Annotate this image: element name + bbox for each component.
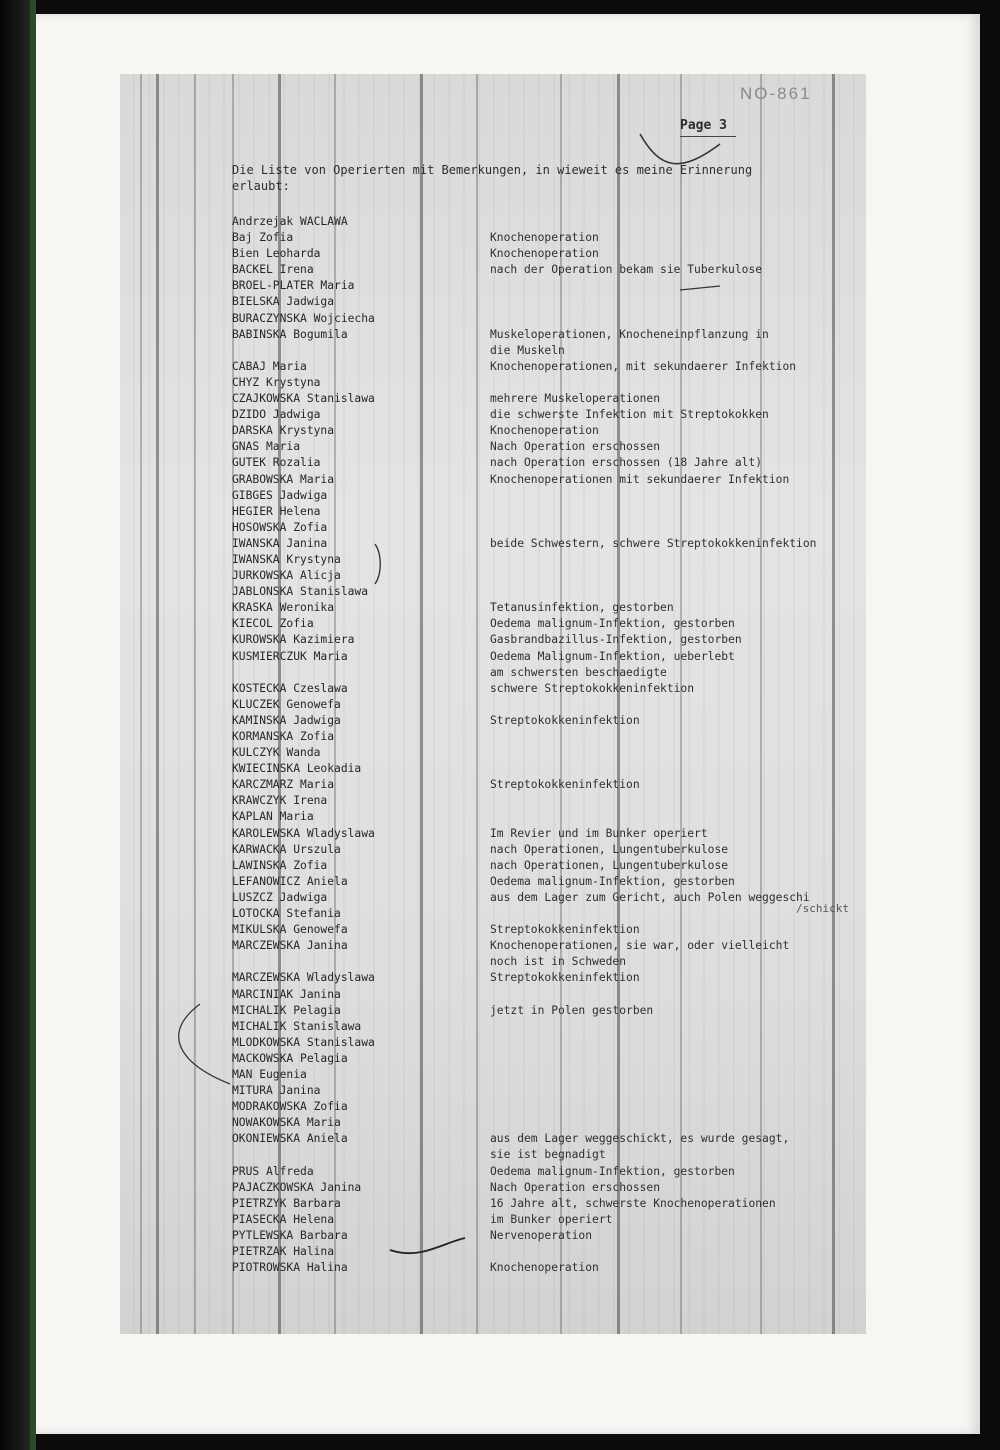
- pen-stroke: [179, 1004, 230, 1084]
- patient-name: BIELSKA Jadwiga: [232, 295, 335, 309]
- list-item: [232, 246, 866, 262]
- list-item: [232, 214, 866, 230]
- patient-name: GRABOWSKA Maria: [232, 472, 335, 486]
- patient-name: GUTEK Rozalia: [232, 456, 321, 470]
- list-item: [232, 552, 866, 568]
- remark: Knochenoperation: [490, 247, 599, 261]
- remark: nach Operationen, Lungentuberkulose: [490, 858, 729, 872]
- patient-name: OKONIEWSKA Aniela: [232, 1132, 348, 1146]
- list-item: [232, 665, 866, 681]
- list-item: [232, 311, 866, 327]
- patient-name: MODRAKOWSKA Zofia: [232, 1100, 348, 1114]
- list-item: [232, 1019, 866, 1035]
- patient-name: KAPLAN Maria: [232, 810, 314, 824]
- list-item: [232, 1244, 866, 1260]
- remark: aus dem Lager zum Gericht, auch Polen weggeschi: [490, 890, 810, 904]
- list-item: [232, 1051, 866, 1067]
- list-item: [232, 761, 866, 777]
- list-item: [232, 858, 866, 874]
- patient-name: KARWACKA Urszula: [232, 842, 341, 856]
- remark: Nach Operation erschossen: [490, 1180, 661, 1194]
- remark: Knochenoperationen, mit sekundaerer Infektion: [490, 359, 797, 373]
- patient-name: Baj Zofia: [232, 231, 294, 245]
- list-item: [232, 488, 866, 504]
- list-item: [232, 600, 866, 616]
- list-item: [232, 439, 866, 455]
- list-item: [232, 359, 866, 375]
- patient-name: GNAS Maria: [232, 440, 301, 454]
- patient-name: KOSTECKA Czeslawa: [232, 681, 348, 695]
- list-item: [232, 713, 866, 729]
- remark: Nervenoperation: [490, 1228, 593, 1242]
- page-label: Page 3: [680, 118, 727, 133]
- remark: jetzt in Polen gestorben: [490, 1003, 654, 1017]
- remark: Knochenoperation: [490, 1261, 599, 1275]
- list-item: [232, 1196, 866, 1212]
- patient-name: PYTLEWSKA Barbara: [232, 1228, 348, 1242]
- patient-name: BACKEL Irena: [232, 263, 314, 277]
- patient-name: MARCZEWSKA Wladyslawa: [232, 971, 375, 985]
- patient-name: PIOTROWSKA Halina: [232, 1261, 348, 1275]
- patient-name: HOSOWSKA Zofia: [232, 520, 328, 534]
- patient-name: MAN Eugenia: [232, 1067, 307, 1081]
- patient-name: HEGIER Helena: [232, 504, 321, 518]
- list-item: [232, 278, 866, 294]
- patient-name: JURKOWSKA Alicja: [232, 569, 341, 583]
- remark: beide Schwestern, schwere Streptokokkeninfektion: [490, 536, 817, 550]
- patient-name: NOWAKOWSKA Maria: [232, 1116, 341, 1130]
- patient-name: LOTOCKA Stefania: [232, 907, 341, 921]
- patient-name: PIASECKA Helena: [232, 1212, 335, 1226]
- patient-name: DZIDO Jadwiga: [232, 408, 321, 422]
- patient-name: KRAWCZYK Irena: [232, 794, 328, 808]
- patient-name: Bien Leoharda: [232, 247, 321, 261]
- patient-name: LUSZCZ Jadwiga: [232, 890, 328, 904]
- list-item: [232, 777, 866, 793]
- list-item: [232, 793, 866, 809]
- list-item: [232, 1083, 866, 1099]
- list-item: [232, 938, 866, 954]
- patient-name: KUSMIERCZUK Maria: [232, 649, 348, 663]
- patient-name: KARCZMARZ Maria: [232, 778, 335, 792]
- list-item: [232, 472, 866, 488]
- list-item: [232, 1180, 866, 1196]
- remark: Im Revier und im Bunker operiert: [490, 826, 708, 840]
- list-item: [232, 632, 866, 648]
- patient-name: LAWINSKA Zofia: [232, 858, 328, 872]
- remark: 16 Jahre alt, schwerste Knochenoperationen: [490, 1196, 776, 1210]
- list-item: [232, 343, 866, 359]
- list-item: [232, 584, 866, 600]
- patient-name: KLUCZEK Genowefa: [232, 697, 341, 711]
- reference-number: NO-861: [740, 84, 812, 103]
- list-item: [232, 1035, 866, 1051]
- list-item: [232, 230, 866, 246]
- list-item: [232, 504, 866, 520]
- patient-name: MACKOWSKA Pelagia: [232, 1051, 348, 1065]
- list-item: [232, 1228, 866, 1244]
- patient-name: DARSKA Krystyna: [232, 424, 335, 438]
- remark: Muskeloperationen, Knocheneinpflanzung in: [490, 327, 769, 341]
- scan-streak: [194, 74, 196, 1334]
- remark: Oedema malignum-Infektion, gestorben: [490, 617, 735, 631]
- patient-name: KUROWSKA Kazimiera: [232, 633, 355, 647]
- remark: Oedema malignum-Infektion, gestorben: [490, 1164, 735, 1178]
- remark: Streptokokkeninfektion: [490, 778, 640, 792]
- list-item: [232, 745, 866, 761]
- margin-note: /schickt: [796, 902, 849, 915]
- remark: Streptokokkeninfektion: [490, 971, 640, 985]
- list-item: [232, 1147, 866, 1163]
- remark: nach Operationen, Lungentuberkulose: [490, 842, 729, 856]
- list-item: [232, 809, 866, 825]
- list-item: [232, 294, 866, 310]
- remark: Oedema Malignum-Infektion, ueberlebt: [490, 649, 735, 663]
- list-item: [232, 826, 866, 842]
- remark: Knochenoperation: [490, 424, 599, 438]
- remark: sie ist begnadigt: [490, 1148, 606, 1162]
- patient-name: JABLONSKA Stanislawa: [232, 585, 369, 599]
- remark: aus dem Lager weggeschickt, es wurde gesagt,: [490, 1132, 790, 1146]
- remark: Knochenoperationen, sie war, oder vielleicht: [490, 939, 790, 953]
- remark: Tetanusinfektion, gestorben: [490, 601, 674, 615]
- patient-name: MICHALIK Stanislawa: [232, 1019, 362, 1033]
- patient-name: Andrzejak WACLAWA: [232, 215, 348, 228]
- list-item: [232, 697, 866, 713]
- remark: die Muskeln: [490, 343, 565, 357]
- patient-name: GIBGES Jadwiga: [232, 488, 328, 502]
- list-item: [232, 842, 866, 858]
- list-item: [232, 681, 866, 697]
- list-item: [232, 1099, 866, 1115]
- list-item: [232, 906, 866, 922]
- patient-name: MIKULSKA Genowefa: [232, 923, 348, 937]
- remark: Knochenoperation: [490, 231, 599, 245]
- patient-name: PRUS Alfreda: [232, 1164, 314, 1178]
- remark: Streptokokkeninfektion: [490, 713, 640, 727]
- remark: im Bunker operiert: [490, 1212, 613, 1226]
- patient-name: MARCZEWSKA Janina: [232, 939, 348, 953]
- list-item: [232, 1260, 866, 1276]
- list-item: [232, 536, 866, 552]
- patient-name: BURACZYNSKA Wojciecha: [232, 311, 375, 325]
- patient-name: BROEL-PLATER Maria: [232, 279, 355, 293]
- list-item: [232, 1131, 866, 1147]
- intro-text: Die Liste von Operierten mit Bemerkungen, in wieweit es meine Erinnerung erlaubt:: [232, 163, 753, 193]
- patient-name: PAJACZKOWSKA Janina: [232, 1180, 362, 1194]
- remark: Streptokokkeninfektion: [490, 923, 640, 937]
- remark: schwere Streptokokkeninfektion: [490, 681, 695, 695]
- list-item: [232, 391, 866, 407]
- remark: nach der Operation bekam sie Tuberkulose: [490, 263, 763, 277]
- list-item: [232, 262, 866, 278]
- list-item: [232, 375, 866, 391]
- list-item: [232, 455, 866, 471]
- list-item: [232, 970, 866, 986]
- list-item: [232, 616, 866, 632]
- remark: Oedema malignum-Infektion, gestorben: [490, 874, 735, 888]
- patient-name: IWANSKA Janina: [232, 536, 328, 550]
- patient-name: KRASKA Weronika: [232, 601, 335, 615]
- list-item: [232, 987, 866, 1003]
- scan-streak: [156, 74, 159, 1334]
- list-item: [232, 407, 866, 423]
- patient-name: CZAJKOWSKA Stanislawa: [232, 392, 375, 406]
- remark: Nach Operation erschossen: [490, 440, 661, 454]
- patient-name: MICHALIK Pelagia: [232, 1003, 341, 1017]
- patient-name: KWIECINSKA Leokadia: [232, 762, 362, 776]
- list-item: [232, 1212, 866, 1228]
- list-item: [232, 890, 866, 906]
- patient-name: IWANSKA Krystyna: [232, 552, 341, 566]
- patient-name: KULCZYK Wanda: [232, 746, 321, 760]
- list-item: [232, 520, 866, 536]
- remark: nach Operation erschossen (18 Jahre alt): [490, 456, 763, 470]
- remark: Gasbrandbazillus-Infektion, gestorben: [490, 633, 742, 647]
- list-item: [232, 1067, 866, 1083]
- list-item: [232, 423, 866, 439]
- remark: am schwersten beschaedigte: [490, 665, 667, 679]
- patient-name: BABINSKA Bogumila: [232, 327, 348, 341]
- remark: mehrere Muskeloperationen: [490, 392, 661, 406]
- remark: noch ist in Schweden: [490, 955, 627, 969]
- remark: die schwerste Infektion mit Streptokokken: [490, 408, 769, 422]
- list-item: [232, 729, 866, 745]
- list-item: [232, 649, 866, 665]
- patient-name: MITURA Janina: [232, 1084, 321, 1098]
- list-item: [232, 1003, 866, 1019]
- patient-name: CHYZ Krystyna: [232, 375, 321, 389]
- remark: Knochenoperationen mit sekundaerer Infektion: [490, 472, 790, 486]
- list-item: [232, 1164, 866, 1180]
- list-item: [232, 954, 866, 970]
- list-item: [232, 1115, 866, 1131]
- patient-name: KAROLEWSKA Wladyslawa: [232, 826, 375, 840]
- list-item: [232, 568, 866, 584]
- scan-streak: [140, 74, 142, 1334]
- list-item: [232, 922, 866, 938]
- patient-name: KAMINSKA Jadwiga: [232, 713, 341, 727]
- list-item: [232, 874, 866, 890]
- patient-name: MLODKOWSKA Stanislawa: [232, 1035, 375, 1049]
- page-label-underline: [680, 136, 736, 137]
- patient-name: PIETRZAK Halina: [232, 1245, 335, 1258]
- patient-name: MARCINIAK Janina: [232, 987, 341, 1001]
- photocopy-page: [120, 74, 866, 1334]
- operated-list: [232, 214, 866, 1276]
- patient-name: CABAJ Maria: [232, 359, 307, 373]
- patient-name: KORMANSKA Zofia: [232, 730, 335, 743]
- patient-name: KIECOL Zofia: [232, 617, 314, 631]
- patient-name: PIETRZYK Barbara: [232, 1196, 341, 1210]
- list-item: [232, 327, 866, 343]
- patient-name: LEFANOWICZ Aniela: [232, 874, 348, 888]
